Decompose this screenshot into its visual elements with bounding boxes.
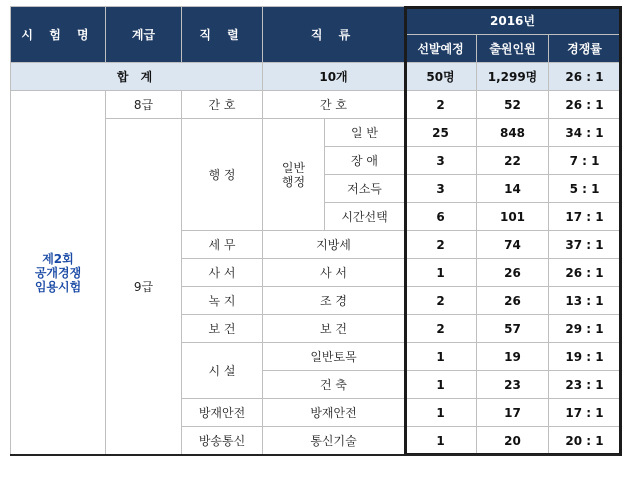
series-admin: 행 정 <box>182 119 263 231</box>
class-admin-part-time: 시간선택 <box>325 203 405 231</box>
rate-disaster: 17 : 1 <box>549 399 621 427</box>
class-admin-general: 일 반 <box>325 119 405 147</box>
class-health: 보 건 <box>263 315 405 343</box>
series-health: 보 건 <box>182 315 263 343</box>
exam-name-cell <box>11 91 106 455</box>
selection-admin-low-income: 3 <box>405 175 477 203</box>
selection-broadcast: 1 <box>405 427 477 455</box>
applicants-health: 57 <box>477 315 549 343</box>
selection-admin-disabled: 3 <box>405 147 477 175</box>
selection-civil: 1 <box>405 343 477 371</box>
series-disaster: 방재안전 <box>182 399 263 427</box>
rate-nursing: 26 : 1 <box>549 91 621 119</box>
selection-admin-general: 25 <box>405 119 477 147</box>
class-nursing: 간 호 <box>263 91 405 119</box>
competition-rate-table <box>10 6 621 455</box>
series-broadcast: 방송통신 <box>182 427 263 455</box>
rate-admin-low-income: 5 : 1 <box>549 175 621 203</box>
header-job-class: 직 류 <box>263 7 405 63</box>
class-broadcast: 통신기술 <box>263 427 405 455</box>
applicants-tax: 74 <box>477 231 549 259</box>
series-nursing: 간 호 <box>182 91 263 119</box>
class-disaster: 방재안전 <box>263 399 405 427</box>
selection-health: 2 <box>405 315 477 343</box>
applicants-architecture: 23 <box>477 371 549 399</box>
rate-admin-general: 34 : 1 <box>549 119 621 147</box>
exam-name-line-1: 제2회 <box>42 251 74 266</box>
header-applicants: 출원인원 <box>477 35 549 63</box>
class-admin-low-income: 저소득 <box>325 175 405 203</box>
exam-name-line-2: 공개경쟁 <box>34 265 82 280</box>
total-rate: 26 : 1 <box>549 63 621 91</box>
header-job-series: 직 렬 <box>182 7 263 63</box>
rate-civil: 19 : 1 <box>549 343 621 371</box>
selection-tax: 2 <box>405 231 477 259</box>
table-row <box>11 91 621 119</box>
class-civil: 일반토목 <box>263 343 405 371</box>
class-tax: 지방세 <box>263 231 405 259</box>
series-librarian: 사 서 <box>182 259 263 287</box>
rate-architecture: 23 : 1 <box>549 371 621 399</box>
total-applicants: 1,299명 <box>477 63 549 91</box>
class-librarian: 사 서 <box>263 259 405 287</box>
selection-disaster: 1 <box>405 399 477 427</box>
applicants-civil: 19 <box>477 343 549 371</box>
subgroup-line-2: 행정 <box>281 174 306 189</box>
applicants-admin-general: 848 <box>477 119 549 147</box>
selection-librarian: 1 <box>405 259 477 287</box>
total-label: 합 계 <box>11 63 263 91</box>
applicants-admin-low-income: 14 <box>477 175 549 203</box>
subgroup-general-admin <box>263 119 325 231</box>
total-class-count: 10개 <box>263 63 405 91</box>
rate-librarian: 26 : 1 <box>549 259 621 287</box>
selection-green: 2 <box>405 287 477 315</box>
rate-tax: 37 : 1 <box>549 231 621 259</box>
series-green: 녹 지 <box>182 287 263 315</box>
rate-green: 13 : 1 <box>549 287 621 315</box>
series-facility: 시 설 <box>182 343 263 399</box>
selection-nursing: 2 <box>405 91 477 119</box>
header-grade: 계급 <box>106 7 182 63</box>
total-row <box>11 63 621 91</box>
class-admin-disabled: 장 애 <box>325 147 405 175</box>
header-competition-rate: 경쟁률 <box>549 35 621 63</box>
applicants-admin-disabled: 22 <box>477 147 549 175</box>
exam-name-line-3: 임용시험 <box>34 279 82 294</box>
grade-9: 9급 <box>106 119 182 455</box>
selection-architecture: 1 <box>405 371 477 399</box>
rate-broadcast: 20 : 1 <box>549 427 621 455</box>
rate-admin-disabled: 7 : 1 <box>549 147 621 175</box>
rate-health: 29 : 1 <box>549 315 621 343</box>
applicants-disaster: 17 <box>477 399 549 427</box>
header-exam-name: 시 험 명 <box>11 7 106 63</box>
applicants-admin-part-time: 101 <box>477 203 549 231</box>
total-selection: 50명 <box>405 63 477 91</box>
class-green: 조 경 <box>263 287 405 315</box>
applicants-green: 26 <box>477 287 549 315</box>
selection-admin-part-time: 6 <box>405 203 477 231</box>
applicants-librarian: 26 <box>477 259 549 287</box>
grade-8: 8급 <box>106 91 182 119</box>
table-bottom-rule <box>10 454 620 456</box>
applicants-nursing: 52 <box>477 91 549 119</box>
header-row-1 <box>11 7 621 35</box>
subgroup-line-1: 일반 <box>281 160 306 175</box>
header-selection-plan: 선발예정 <box>405 35 477 63</box>
series-tax: 세 무 <box>182 231 263 259</box>
applicants-broadcast: 20 <box>477 427 549 455</box>
header-year: 2016년 <box>405 7 621 35</box>
rate-admin-part-time: 17 : 1 <box>549 203 621 231</box>
class-architecture: 건 축 <box>263 371 405 399</box>
